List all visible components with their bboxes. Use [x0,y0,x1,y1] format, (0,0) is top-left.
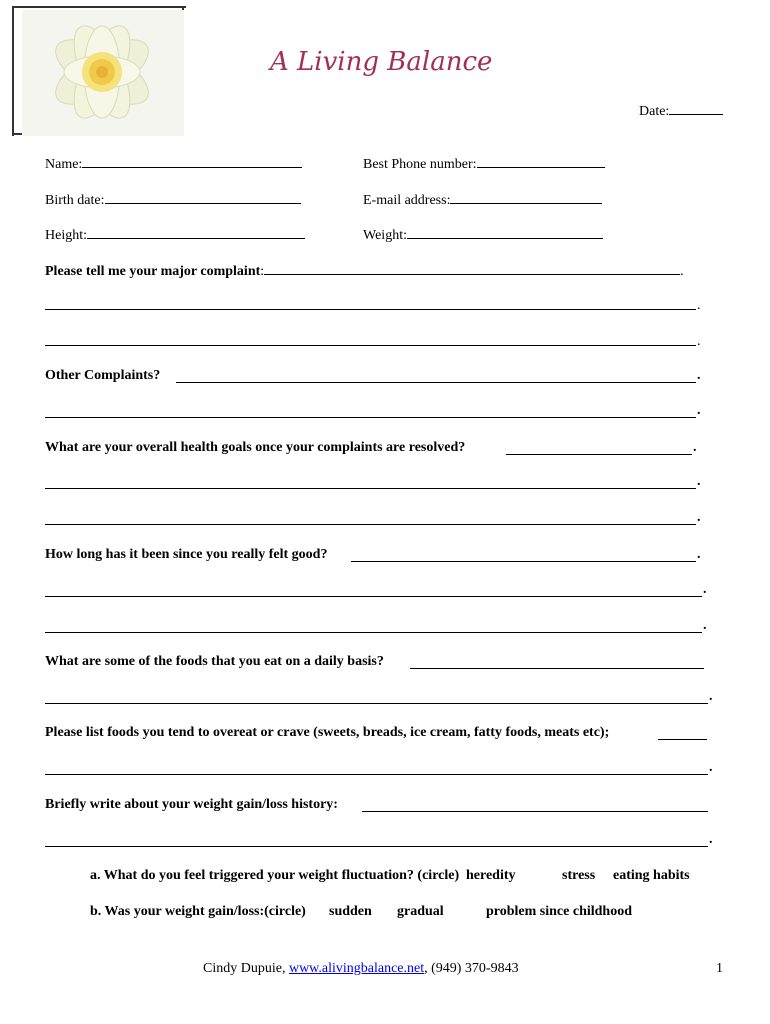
daily-foods-question [45,654,384,670]
line-period: . [697,298,701,313]
daily-foods-input-line[interactable] [410,668,704,669]
overeat-input-line[interactable] [658,739,707,740]
health-goals-answer-line[interactable] [45,524,696,525]
option-heredity[interactable]: heredity [466,868,516,883]
major-complaint-label: Please tell me your major complaint [45,264,261,279]
weight-history-label: Briefly write about your weight gain/loss history: [45,797,338,812]
phone-input-line[interactable] [477,154,605,168]
major-complaint-question: Please tell me your major complaint: . [45,261,684,280]
line-period: . [697,547,701,562]
daily-foods-label: What are some of the foods that you eat on a daily basis? [45,654,384,669]
health-goals-label: What are your overall health goals once your complaints are resolved? [45,440,466,455]
option-sudden[interactable]: sudden [329,904,372,919]
felt-good-answer-line[interactable] [45,632,702,633]
line-period: . [709,760,713,775]
footer-contact [203,961,519,977]
email-label: E-mail address: [363,193,451,208]
weight-history-input-line[interactable] [362,811,708,812]
daily-foods-answer-line[interactable] [45,703,708,704]
colon: : [260,264,265,279]
major-complaint-answer-line[interactable] [45,345,696,346]
water-lily-icon [22,10,184,136]
name-input-line[interactable] [82,154,302,168]
line-period: . [693,440,697,455]
felt-good-label: How long has it been since you really felt good? [45,547,328,562]
weight-label: Weight: [363,228,407,243]
other-complaints-label: Other Complaints? [45,368,161,383]
felt-good-input-line[interactable] [351,561,696,562]
option-since-childhood[interactable]: problem since childhood [486,904,632,919]
health-goals-input-line[interactable] [506,454,692,455]
website-link[interactable]: www.alivingbalance.net [288,961,425,976]
overeat-answer-line[interactable] [45,774,708,775]
height-field [45,225,305,244]
birth-date-field [45,190,301,209]
weight-change-question [90,904,306,920]
phone-field [363,154,605,173]
weight-history-question [45,797,338,813]
line-period: . [703,582,707,597]
date-label: Date: [639,104,670,119]
trigger-label: a. What do you feel triggered your weight fluctuation? (circle) [90,868,460,883]
overeat-label: Please list foods you tend to overeat or crave (sweets, breads, ice cream, fatty foods, meats etc); [45,725,610,740]
line-period: . [709,832,713,847]
weight-field [363,225,603,244]
weight-history-answer-line[interactable] [45,846,708,847]
health-goals-answer-line[interactable] [45,488,696,489]
option-gradual[interactable]: gradual [397,904,444,919]
line-period: . [703,618,707,633]
major-complaint-answer-line[interactable] [45,309,696,310]
felt-good-question [45,547,327,563]
page-number: 1 [716,961,723,976]
felt-good-answer-line[interactable] [45,596,702,597]
birth-date-input-line[interactable] [105,190,301,204]
page-title: A Living Balance [270,47,493,77]
height-label: Height: [45,228,87,243]
email-input-line[interactable] [450,190,602,204]
weight-change-label: b. Was your weight gain/loss:(circle) [90,904,306,919]
other-complaints-answer-line[interactable] [45,417,696,418]
date-input-line[interactable] [669,101,723,115]
name-field [45,154,302,173]
email-field [363,190,602,209]
other-complaints-input-line[interactable] [176,382,696,383]
other-complaints-question [45,368,160,384]
health-goals-question [45,440,465,456]
major-complaint-input-line[interactable] [264,261,680,275]
line-period: . [697,334,701,349]
name-label: Name: [45,157,83,172]
overeat-question [45,725,609,741]
trigger-question [90,868,459,884]
option-eating-habits[interactable]: eating habits [613,868,690,883]
option-stress[interactable]: stress [562,868,596,883]
line-period: . [697,474,701,489]
weight-input-line[interactable] [407,225,603,239]
footer-name: Cindy Dupuie, [203,961,289,976]
line-period: . [697,510,701,525]
phone-label: Best Phone number: [363,157,477,172]
birth-date-label: Birth date: [45,193,105,208]
footer-phone: , (949) 370-9843 [424,961,519,976]
line-period: . [697,368,701,383]
line-period: . [697,403,701,418]
line-period: . [709,689,713,704]
date-field [639,101,723,120]
height-input-line[interactable] [87,225,305,239]
